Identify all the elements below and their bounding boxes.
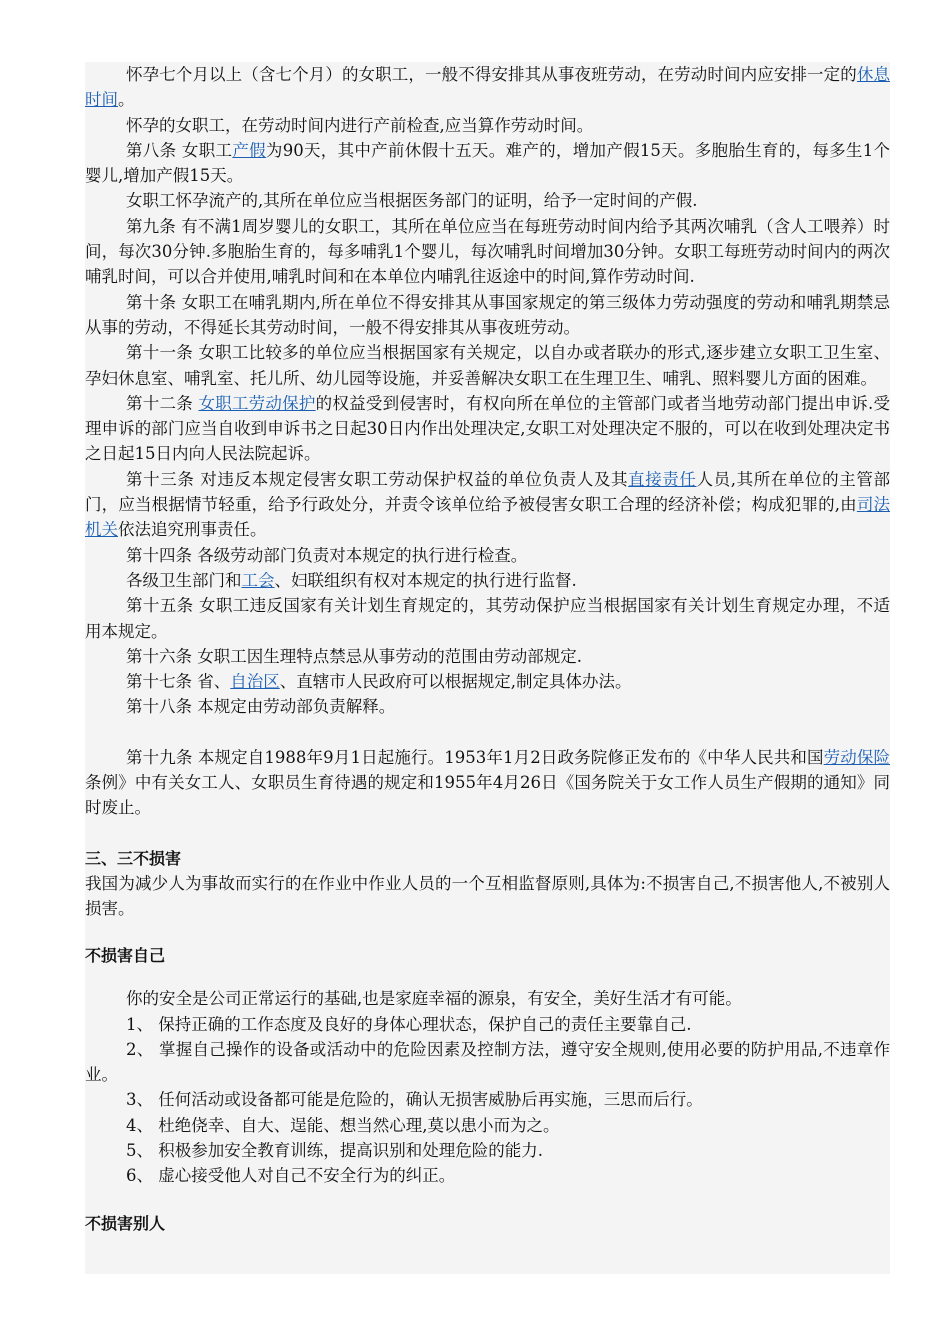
paragraph-article-12 bbox=[85, 391, 890, 467]
link-labor-insurance[interactable]: 劳动保险 bbox=[823, 747, 891, 767]
list-item: 2、 掌握自己操作的设备或活动中的危险因素及控制方法，遵守安全规则,使用必要的防护用品,不违章作业。 bbox=[85, 1039, 890, 1085]
subheading-no-harm-self: 不损害自己 bbox=[85, 946, 166, 966]
text: 的权益受到侵害时，有权向所在单位的主管部门或者当地劳动部门提出申诉.受理申诉的部门应当自收到申诉书之日起30日内作出处理决定,女职工对处理决定不服的，可以在收到处理决定书之日起15日内向人民法院起诉。 bbox=[85, 393, 891, 464]
document-body bbox=[85, 62, 890, 1274]
link-judicial-organ[interactable]: 司法机关 bbox=[85, 495, 891, 540]
paragraph-article-19 bbox=[85, 745, 890, 821]
paragraph-miscarriage-leave: 女职工怀孕流产的,其所在单位应当根据医务部门的证明，给予一定时间的产假. bbox=[126, 191, 698, 211]
text: 、妇联组织有权对本规定的执行进行监督. bbox=[274, 570, 577, 590]
list-item: 3、 任何活动或设备都可能是危险的，确认无损害威胁后再实施，三思而后行。 bbox=[126, 1090, 703, 1110]
paragraph-article-14: 第十四条 各级劳动部门负责对本规定的执行进行检查。 bbox=[126, 545, 528, 565]
list-item: 1、 保持正确的工作态度及良好的身体心理状态，保护自己的责任主要靠自己. bbox=[126, 1014, 692, 1034]
text: 条例》中有关女工人、女职员生育待遇的规定和1955年4月26日《国务院关于女工作人员生产假期的通知》同时废止。 bbox=[85, 773, 890, 818]
list-item: 5、 积极参加安全教育训练，提高识别和处理危险的能力. bbox=[126, 1140, 543, 1160]
link-maternity-leave[interactable]: 产假 bbox=[232, 140, 266, 160]
link-autonomous-region[interactable]: 自治区 bbox=[230, 672, 280, 692]
text: 依法追究刑事责任。 bbox=[118, 520, 267, 540]
section-heading-three-no-harm: 三、三不损害 bbox=[85, 848, 182, 868]
paragraph-article-18: 第十八条 本规定由劳动部负责解释。 bbox=[126, 697, 396, 717]
subheading-no-harm-others: 不损害别人 bbox=[85, 1213, 166, 1233]
list-item: 6、 虚心接受他人对自己不安全行为的纠正。 bbox=[126, 1166, 456, 1186]
link-rest-time[interactable]: 休息时间 bbox=[85, 65, 891, 110]
text: 第十二条 bbox=[126, 393, 199, 413]
paragraph-prenatal-check: 怀孕的女职工，在劳动时间内进行产前检查,应当算作劳动时间。 bbox=[126, 115, 594, 135]
paragraph-article-11: 第十一条 女职工比较多的单位应当根据国家有关规定，以自办或者联办的形式,逐步建立女职工卫生室、孕妇休息室、哺乳室、托儿所、幼儿园等设施，并妥善解决女职工在生理卫生、哺乳、照料婴儿方面的困难。 bbox=[85, 343, 890, 388]
list-item: 4、 杜绝侥幸、自大、逞能、想当然心理,莫以患小而为之。 bbox=[126, 1115, 560, 1135]
paragraph-article-16: 第十六条 女职工因生理特点禁忌从事劳动的范围由劳动部规定. bbox=[126, 646, 582, 666]
paragraph-article-15: 第十五条 女职工违反国家有关计划生育规定的，其劳动保护应当根据国家有关计划生育规定办理，不适用本规定。 bbox=[85, 596, 890, 641]
text: 第十三条 对违反本规定侵害女职工劳动保护权益的单位负责人及其 bbox=[126, 469, 629, 489]
text: 、直辖市人民政府可以根据规定,制定具体办法。 bbox=[279, 672, 632, 692]
text: 。 bbox=[118, 90, 135, 110]
spacer bbox=[85, 1189, 890, 1211]
text: 人员,其所在单位的主管部门，应当根据情节轻重，给予行政处分，并责令该单位给予被侵害女职工合理的经济补偿；构成犯罪的,由 bbox=[85, 469, 890, 515]
spacer bbox=[85, 821, 890, 846]
spacer bbox=[85, 968, 890, 986]
text: 第八条 女职工 bbox=[126, 140, 233, 160]
paragraph-article-8 bbox=[85, 138, 890, 189]
spacer bbox=[85, 720, 890, 745]
paragraph-article-13 bbox=[85, 467, 890, 543]
paragraph-article-10: 第十条 女职工在哺乳期内,所在单位不得安排其从事国家规定的第三级体力劳动强度的劳动和哺乳期禁忌从事的劳动，不得延长其劳动时间，一般不得安排其从事夜班劳动。 bbox=[85, 292, 890, 337]
link-female-labor-protection[interactable]: 女职工劳动保护 bbox=[198, 393, 316, 413]
spacer bbox=[85, 921, 890, 943]
link-labor-union[interactable]: 工会 bbox=[241, 570, 275, 590]
paragraph-pregnancy-night-shift bbox=[85, 62, 890, 113]
paragraph-article-17 bbox=[85, 669, 890, 694]
link-direct-responsibility[interactable]: 直接责任 bbox=[628, 469, 697, 489]
text: 第十七条 省、 bbox=[126, 672, 231, 692]
paragraph-health-supervision bbox=[85, 568, 890, 593]
text: 各级卫生部门和 bbox=[126, 570, 242, 590]
text: 怀孕七个月以上（含七个月）的女职工，一般不得安排其从事夜班劳动，在劳动时间内应安排一定的 bbox=[126, 65, 857, 84]
paragraph-three-no-harm-intro: 我国为减少人为事故而实行的在作业中作业人员的一个互相监督原则,具体为:不损害自己,不损害他人,不被别人损害。 bbox=[85, 873, 890, 918]
text: 第十九条 本规定自1988年9月1日起施行。1953年1月2日政务院修正发布的《中华人民共和国 bbox=[126, 747, 824, 767]
paragraph-article-9: 第九条 有不满1周岁婴儿的女职工，其所在单位应当在每班劳动时间内给予其两次哺乳（含人工喂养）时间，每次30分钟.多胞胎生育的，每多哺乳1个婴儿，每次哺乳时间增加30分钟。女职工每班劳动时间内的两次哺乳时间，可以合并使用,哺乳时间和在本单位内哺乳往返途中的时间,算作劳动时间. bbox=[85, 216, 890, 287]
text: 为90天，其中产前休假十五天。难产的，增加产假15天。多胞胎生育的，每多生1个婴儿,增加产假15天。 bbox=[85, 140, 890, 186]
paragraph-safety-foundation: 你的安全是公司正常运行的基础,也是家庭幸福的源泉，有安全，美好生活才有可能。 bbox=[126, 989, 742, 1009]
